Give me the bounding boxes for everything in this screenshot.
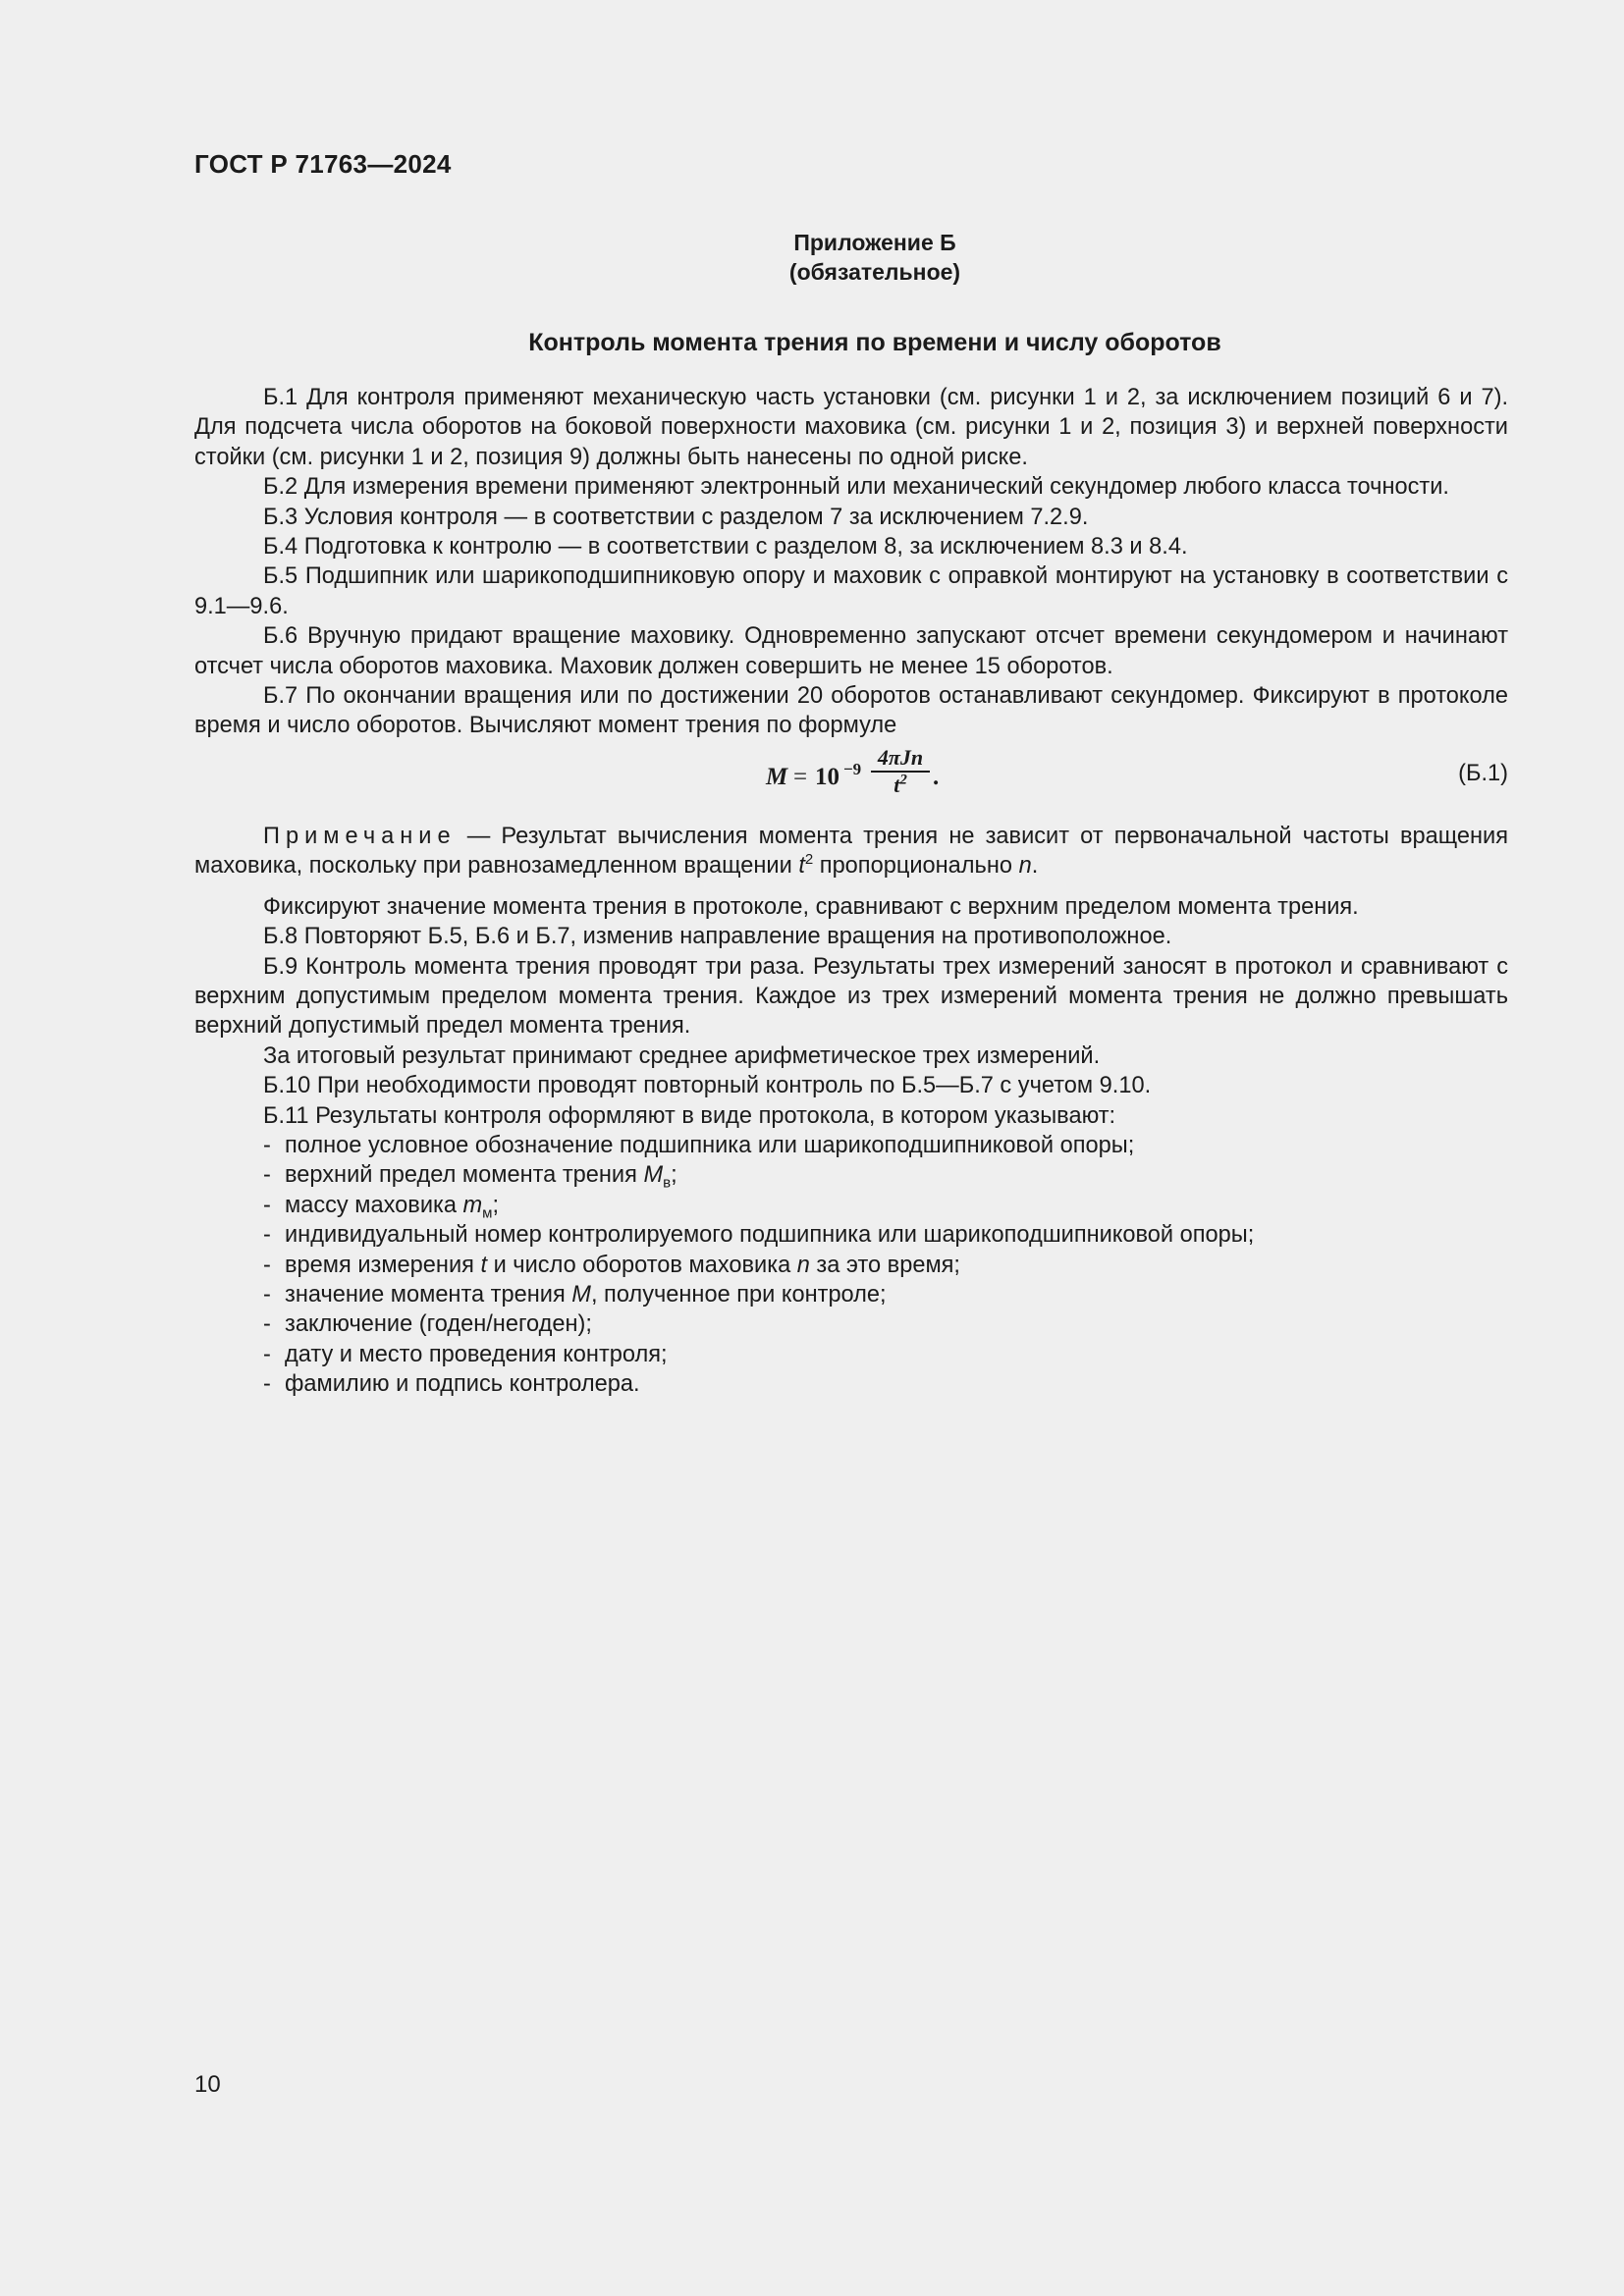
list-item-var: M bbox=[643, 1162, 664, 1189]
note-label: Примечание bbox=[263, 823, 457, 849]
formula-lhs: M bbox=[766, 763, 788, 790]
list-dash: - bbox=[263, 1371, 271, 1398]
note-text-part1: — Результат вычисления момента трения не зависит от первоначальной частоты вращения маховика, поскольку при равнозамедленном вращении bbox=[194, 823, 1508, 880]
formula-exponent: −9 bbox=[843, 759, 862, 778]
paragraph-b8: Б.8 Повторяют Б.5, Б.6 и Б.7, изменив направление вращения на противоположное. bbox=[263, 924, 1172, 950]
appendix-title: Приложение Б bbox=[793, 230, 956, 255]
formula-denominator-var: t bbox=[893, 772, 900, 797]
list-item bbox=[194, 1309, 1508, 1339]
list-item-text: верхний предел момента трения bbox=[285, 1162, 644, 1189]
formula-period: . bbox=[933, 763, 940, 790]
paragraph-b4: Б.4 Подготовка к контролю — в соответствии с разделом 8, за исключением 8.3 и 8.4. bbox=[263, 534, 1188, 561]
document-page bbox=[194, 147, 1508, 1400]
list-item bbox=[194, 1369, 1508, 1399]
list-item-text: время измерения bbox=[285, 1252, 481, 1278]
paragraph-b9: Б.9 Контроль момента трения проводят три раза. Результаты трех измерений заносят в протокол и сравнивают с верхним допустимым пределом момента трения. Каждое из трех измерений момента трения не должно превышать верхний допустимый предел момента трения. bbox=[194, 953, 1508, 1040]
list-item bbox=[194, 1340, 1508, 1369]
note-n-var: n bbox=[1018, 853, 1032, 880]
standard-code-header: ГОСТ Р 71763—2024 bbox=[194, 149, 452, 179]
list-item-text: за это время; bbox=[809, 1252, 960, 1278]
list-item-var: m bbox=[462, 1192, 483, 1218]
list-item-sub: м bbox=[482, 1204, 493, 1222]
list-dash: - bbox=[263, 1132, 271, 1158]
note-t-exp: 2 bbox=[804, 851, 814, 869]
paragraph-b10: Б.10 При необходимости проводят повторный контроль по Б.5—Б.7 с учетом 9.10. bbox=[263, 1073, 1152, 1099]
appendix-heading bbox=[194, 228, 1508, 287]
list-item-text: фамилию и подпись контролера. bbox=[285, 1371, 640, 1398]
list-dash: - bbox=[263, 1252, 271, 1278]
note-t-var: t bbox=[798, 853, 805, 880]
list-item-text: значение момента трения bbox=[285, 1281, 572, 1308]
list-item-text: полное условное обозначение подшипника или шарикоподшипниковой опоры; bbox=[285, 1132, 1135, 1158]
formula-numerator: 4πJn bbox=[871, 745, 930, 773]
list-dash: - bbox=[263, 1311, 271, 1338]
note-text-part2: пропорционально bbox=[813, 853, 1019, 880]
list-item-var: n bbox=[796, 1252, 810, 1278]
list-dash: - bbox=[263, 1222, 271, 1249]
paragraph-b7: Б.7 По окончании вращения или по достижении 20 оборотов останавливают секундомер. Фиксируют в протоколе время и число оборотов. Вычисляют момент трения по формуле bbox=[194, 683, 1508, 739]
list-item-text: , полученное при контроле; bbox=[590, 1281, 887, 1308]
list-item-text: массу маховика bbox=[285, 1192, 463, 1218]
list-item-text: дату и место проведения контроля; bbox=[285, 1341, 668, 1367]
paragraph-b2: Б.2 Для измерения времени применяют электронный или механический секундомер любого класса точности. bbox=[263, 474, 1449, 501]
list-item-var: t bbox=[480, 1252, 488, 1278]
protocol-list bbox=[194, 1131, 1508, 1400]
page-number: 10 bbox=[194, 2071, 221, 2098]
appendix-status: (обязательное) bbox=[788, 259, 961, 285]
note bbox=[194, 822, 1508, 881]
list-item bbox=[194, 1160, 1508, 1193]
paragraph-b3: Б.3 Условия контроля — в соответствии с разделом 7 за исключением 7.2.9. bbox=[263, 504, 1089, 530]
list-dash: - bbox=[263, 1192, 271, 1218]
list-item bbox=[194, 1191, 1508, 1220]
paragraph-b11: Б.11 Результаты контроля оформляют в виде протокола, в котором указывают: bbox=[263, 1102, 1116, 1129]
list-item bbox=[194, 1280, 1508, 1309]
formula-row bbox=[194, 741, 1508, 816]
section-title: Контроль момента трения по времени и числу оборотов bbox=[528, 329, 1221, 356]
formula-denominator bbox=[871, 773, 930, 797]
paragraph-fix-result: Фиксируют значение момента трения в протоколе, сравнивают с верхним пределом момента трения. bbox=[263, 893, 1359, 920]
list-dash: - bbox=[263, 1341, 271, 1367]
paragraph-final-result: За итоговый результат принимают среднее арифметическое трех измерений. bbox=[263, 1042, 1101, 1069]
formula-base: 10 bbox=[815, 763, 839, 790]
note-text-end: . bbox=[1031, 853, 1039, 880]
body-text bbox=[194, 383, 1508, 1400]
list-item bbox=[194, 1131, 1508, 1160]
formula-equals: = bbox=[793, 763, 808, 790]
list-item-text: и число оборотов маховика bbox=[487, 1252, 797, 1278]
list-item-sub: в bbox=[663, 1175, 672, 1193]
list-item-end: ; bbox=[671, 1162, 677, 1189]
formula-number: (Б.1) bbox=[1458, 760, 1508, 786]
list-item bbox=[194, 1251, 1508, 1280]
list-dash: - bbox=[263, 1162, 271, 1189]
formula-denominator-exp: 2 bbox=[899, 772, 907, 788]
list-item-text: индивидуальный номер контролируемого подшипника или шарикоподшипниковой опоры; bbox=[285, 1222, 1255, 1249]
paragraph-b6: Б.6 Вручную придают вращение маховику. Одновременно запускают отсчет времени секундомером и начинают отсчет числа оборотов маховика. Маховик должен совершить не менее 15 оборотов. bbox=[194, 623, 1508, 679]
list-item-text: заключение (годен/негоден); bbox=[285, 1311, 592, 1338]
list-item-var: M bbox=[571, 1281, 591, 1308]
paragraph-b5: Б.5 Подшипник или шарикоподшипниковую опору и маховик с оправкой монтируют на установку в соответствии с 9.1—9.6. bbox=[194, 563, 1508, 619]
list-item-end: ; bbox=[492, 1192, 500, 1218]
list-dash: - bbox=[263, 1281, 271, 1308]
list-item bbox=[194, 1220, 1508, 1250]
paragraph-b1: Б.1 Для контроля применяют механическую часть установки (см. рисунки 1 и 2, за исключением позиций 6 и 7). Для подсчета числа оборотов на боковой поверхности маховика (см. рисунки 1 и 2, позиция 3) и верхней поверхности стойки (см. рисунки 1 и 2, позиция 9) должны быть нанесены по одной риске. bbox=[194, 385, 1508, 470]
formula-fraction bbox=[871, 745, 930, 797]
